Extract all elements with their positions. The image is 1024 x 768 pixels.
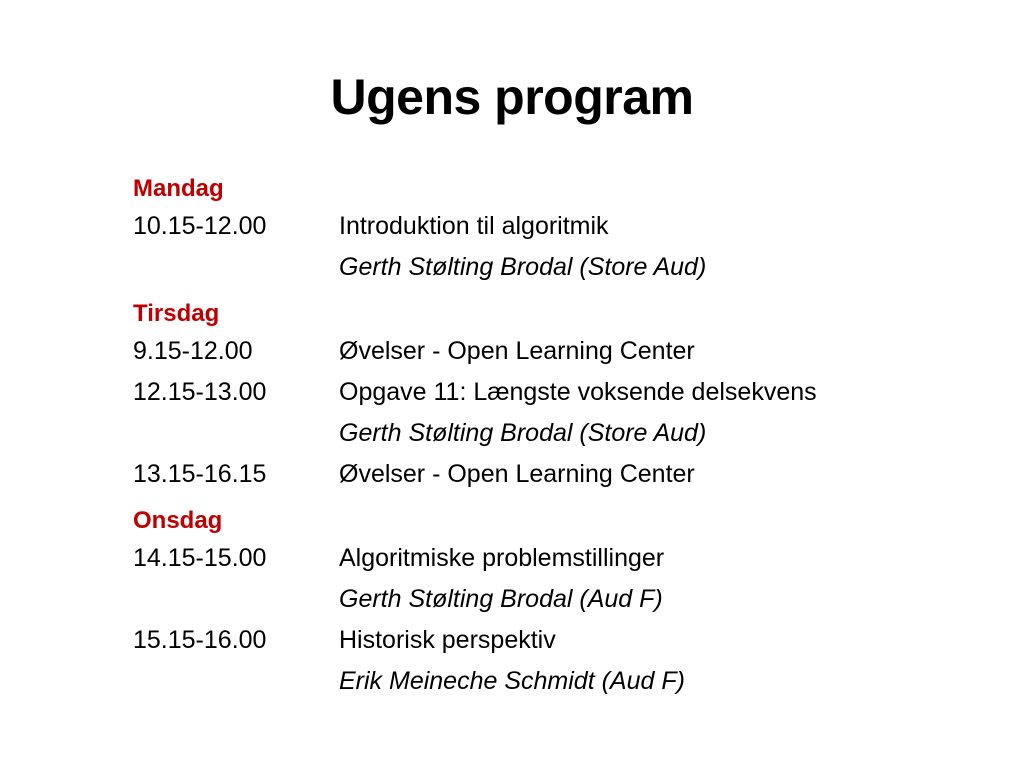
entry-time: 14.15-15.00 — [133, 544, 267, 572]
entry-speaker: Gerth Stølting Brodal (Store Aud) — [339, 253, 707, 281]
entry-time: 15.15-16.00 — [133, 626, 267, 654]
entry-time: 10.15-12.00 — [133, 212, 267, 240]
entry-speaker: Gerth Stølting Brodal (Aud F) — [339, 585, 663, 613]
speaker-row — [133, 247, 993, 288]
schedule-row — [133, 372, 993, 413]
schedule-row — [133, 620, 993, 661]
speaker-row — [133, 413, 993, 454]
schedule-row — [133, 206, 993, 247]
entry-time: 12.15-13.00 — [133, 378, 267, 406]
schedule-row — [133, 331, 993, 372]
entry-speaker: Gerth Stølting Brodal (Store Aud) — [339, 419, 707, 447]
entry-time: 13.15-16.15 — [133, 460, 267, 488]
schedule-row — [133, 454, 993, 495]
entry-speaker: Erik Meineche Schmidt (Aud F) — [339, 667, 685, 695]
schedule-row — [133, 538, 993, 579]
day-heading-tirsdag: Tirsdag — [133, 300, 220, 327]
speaker-row — [133, 661, 993, 702]
entry-event: Øvelser - Open Learning Center — [339, 460, 695, 488]
schedule — [133, 172, 993, 702]
entry-event: Introduktion til algoritmik — [339, 212, 609, 240]
entry-event: Algoritmiske problemstillinger — [339, 544, 665, 572]
day-spacer — [133, 495, 993, 504]
day-heading-mandag: Mandag — [133, 175, 224, 202]
day-heading-onsdag: Onsdag — [133, 507, 223, 534]
speaker-row — [133, 579, 993, 620]
entry-event: Øvelser - Open Learning Center — [339, 337, 695, 365]
slide-title: Ugens program — [330, 69, 694, 125]
entry-time: 9.15-12.00 — [133, 337, 253, 365]
day-spacer — [133, 288, 993, 297]
entry-event: Historisk perspektiv — [339, 626, 556, 654]
entry-event: Opgave 11: Længste voksende delsekvens — [339, 378, 817, 406]
